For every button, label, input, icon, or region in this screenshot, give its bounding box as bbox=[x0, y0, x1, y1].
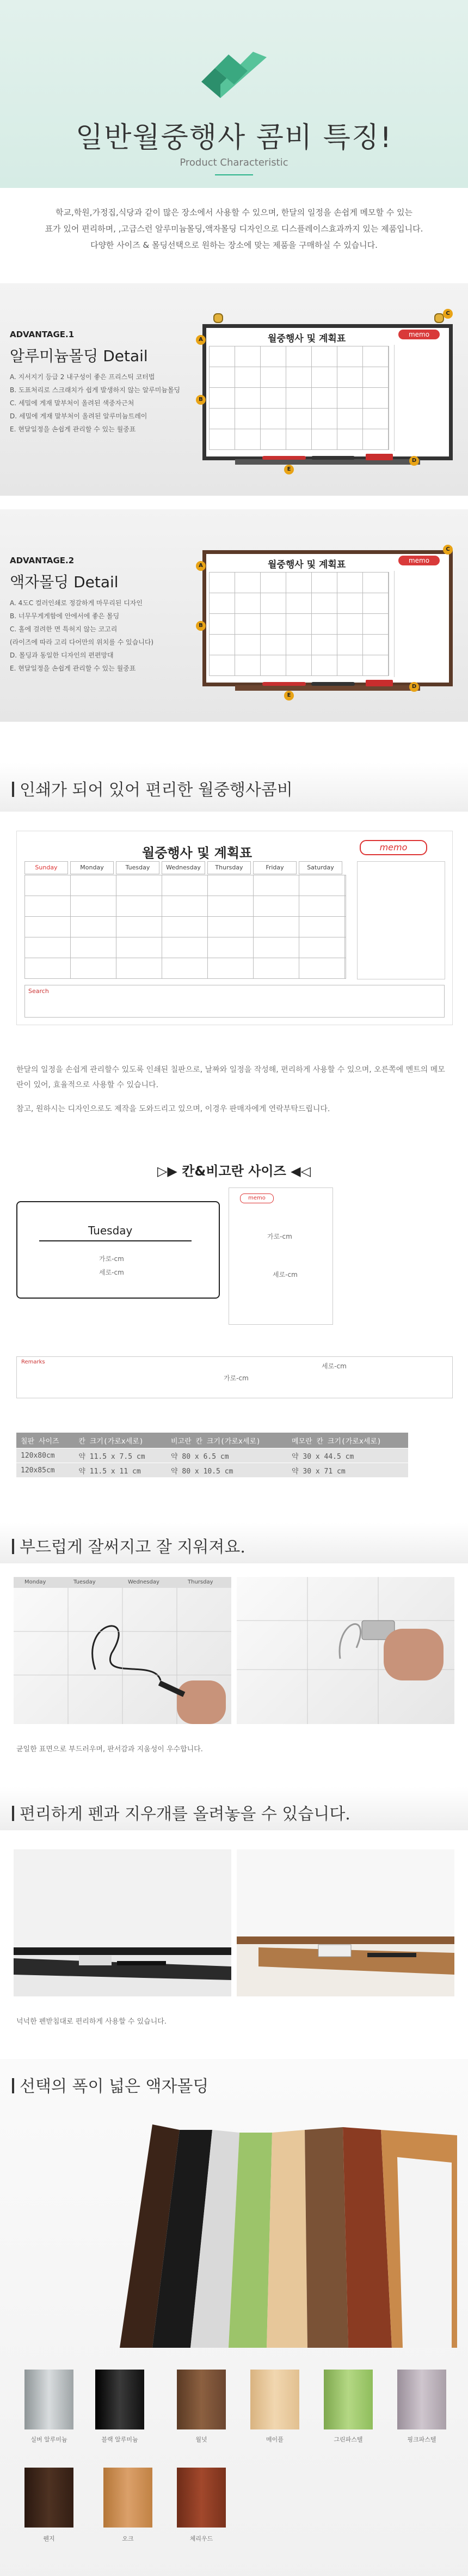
callout-pin-a: A bbox=[196, 335, 206, 345]
swatch-pink-pastel bbox=[397, 2370, 446, 2429]
heading-text: 선택의 폭이 넓은 액자몰딩 bbox=[20, 2077, 209, 2096]
writing-demo-image bbox=[14, 1577, 231, 1724]
swatch-label: 그린파스텔 bbox=[334, 2436, 363, 2443]
height-label: 세로-cm bbox=[273, 1271, 298, 1278]
table-cell: 약 80 x 10.5 cm bbox=[167, 1463, 287, 1478]
table-header: 칸 크기(가로x세로) bbox=[74, 1433, 167, 1448]
callout-pin-c: C bbox=[443, 545, 453, 555]
search-label: Search bbox=[28, 988, 49, 995]
intro-line: 학교,학원,가정집,식당과 같이 많은 장소에서 사용할 수 있으며, 한달의 일정을 손쉽게 메모할 수 있는 bbox=[56, 208, 412, 217]
table-header-row bbox=[16, 1433, 408, 1448]
board-memo-area bbox=[394, 345, 447, 451]
board-grid bbox=[209, 346, 389, 450]
day-header: Friday bbox=[253, 861, 297, 874]
description-text: 한달의 일정을 손쉽게 관리할수 있도록 인쇄된 칠판으로, 날짜와 일정을 작성해, 편리하게 사용할 수 있으며, 오른쪽에 멘트의 메모란이 있어, 효율적으로 사용할 수 있습니다. bbox=[16, 1065, 445, 1089]
width-label: 가로-cm bbox=[99, 1255, 124, 1263]
cell-size-diagram bbox=[16, 1201, 220, 1299]
day-header bbox=[24, 861, 68, 874]
list-item: B. 도표처리로 스크래치가 쉽게 발생하지 않는 알루미늄몰딩 bbox=[10, 386, 181, 394]
calendar-title: 월중행사 및 계획표 bbox=[142, 845, 253, 861]
width-label: 가로-cm bbox=[267, 1233, 292, 1240]
table-cell: 약 11.5 x 11 cm bbox=[74, 1463, 167, 1478]
section-heading-smooth bbox=[12, 1533, 245, 1557]
swatch-label: 핑크파스텔 bbox=[407, 2436, 436, 2443]
table-cell: 120x80cm bbox=[16, 1448, 74, 1463]
day-header: Monday bbox=[70, 861, 114, 874]
callout-pin-b: B bbox=[196, 621, 206, 631]
table-header: 비고란 칸 크기(가로x세로) bbox=[167, 1433, 287, 1448]
list-item: C. 세밀에 게재 말부처이 올려된 색중자근처 bbox=[10, 399, 134, 407]
list-item: A. 4도C 컬러인쇄로 정갈하게 마무리된 디자인 bbox=[10, 599, 143, 607]
height-label: 세로-cm bbox=[322, 1362, 347, 1370]
list-item: A. 지서지기 등급 2 내구성이 좋은 프리스틱 코터법 bbox=[10, 373, 155, 381]
erased-scribble-icon bbox=[237, 1577, 454, 1724]
swatch-label: 블랙 알루미늄 bbox=[101, 2436, 138, 2443]
heading-bar bbox=[12, 1806, 14, 1821]
pen-icon bbox=[311, 456, 355, 460]
smooth-caption: 균일한 표면으로 부드러우며, 판서감과 지움성이 우수합니다. bbox=[16, 1745, 203, 1753]
page-subtitle: Product Characteristic bbox=[180, 157, 288, 168]
aluminum-tray-image bbox=[14, 1849, 231, 1996]
eraser-icon bbox=[366, 680, 393, 686]
board-grid bbox=[209, 572, 389, 676]
day-label: Monday bbox=[24, 1579, 46, 1585]
hook-icon bbox=[213, 313, 223, 323]
advantage-title: 액자몰딩 Detail bbox=[10, 573, 119, 591]
wood-tray-image bbox=[237, 1849, 454, 1996]
title-underline bbox=[215, 174, 253, 175]
list-item: C. 홀에 걸려한 면 특허지 않는 코고리 bbox=[10, 625, 118, 633]
swatch-cherry-wood bbox=[177, 2468, 226, 2528]
swatch-label: 웬지 bbox=[43, 2535, 55, 2542]
advantage-label: ADVANTAGE.1 bbox=[10, 330, 75, 339]
swatch-label: 오크 bbox=[122, 2535, 134, 2542]
intro-line: 다양한 사이즈 & 몰딩선택으로 원하는 장소에 맞는 제품을 구매하실 수 있습니다. bbox=[90, 240, 378, 250]
width-label: 가로-cm bbox=[224, 1374, 249, 1382]
callout-pin-d: D bbox=[409, 682, 419, 692]
hero-section bbox=[0, 0, 468, 188]
list-item: D. 세밀에 게재 말부처이 올려된 알루미늄트레이 bbox=[10, 412, 147, 420]
callout-pin-c: C bbox=[443, 309, 453, 319]
memo-badge: memo bbox=[240, 1193, 274, 1203]
intro-text bbox=[33, 204, 435, 253]
table-cell: 120x85cm bbox=[16, 1463, 74, 1478]
remarks-size-diagram bbox=[16, 1356, 453, 1398]
swatch-label: 메이플 bbox=[266, 2436, 284, 2443]
wood-frame-board-image bbox=[199, 539, 453, 698]
diagram-divider bbox=[39, 1240, 192, 1241]
callout-pin-a: A bbox=[196, 561, 206, 571]
black-tray-icon bbox=[14, 1849, 231, 1996]
size-section-title: ▷▶ 칸&비고란 사이즈 ◀◁ bbox=[157, 1164, 311, 1179]
table-row bbox=[16, 1463, 408, 1478]
table-row bbox=[16, 1448, 408, 1463]
heading-text: 편리하게 펜과 지우개를 올려놓을 수 있습니다. bbox=[20, 1805, 350, 1824]
heading-bar bbox=[12, 782, 14, 797]
table-cell: 약 11.5 x 7.5 cm bbox=[74, 1448, 167, 1463]
advantage-list bbox=[10, 596, 189, 675]
pen-icon bbox=[311, 682, 355, 686]
day-header: Wednesday bbox=[162, 861, 205, 874]
heading-text: 부드럽게 잘써지고 잘 지워져요. bbox=[20, 1538, 245, 1557]
calendar-grid bbox=[24, 875, 346, 979]
leaf-logo-icon bbox=[196, 52, 272, 103]
calendar-memo-area bbox=[357, 861, 445, 979]
swatch-silver-aluminum bbox=[24, 2370, 73, 2429]
list-item: E. 현달일정을 손쉽게 관리할 수 있는 월중표 bbox=[10, 425, 136, 433]
pen-icon bbox=[262, 456, 306, 460]
print-description bbox=[16, 1062, 452, 1125]
list-item: (라이즈에 따라 고리 다어만의 위치를 수 있습니다) bbox=[10, 638, 154, 646]
swatch-wenge bbox=[24, 2468, 73, 2528]
table-header: 메모란 칸 크기(가로x세로) bbox=[287, 1433, 408, 1448]
section-heading-frame bbox=[12, 2073, 208, 2097]
frame-samples-image bbox=[120, 2108, 457, 2348]
swatch-label: 체리우드 bbox=[189, 2535, 213, 2542]
callout-pin-e: E bbox=[284, 691, 294, 701]
advantage-title: 알루미늄몰딩 Detail bbox=[10, 347, 148, 365]
table-cell: 약 30 x 71 cm bbox=[287, 1463, 408, 1478]
table-cell: 약 80 x 6.5 cm bbox=[167, 1448, 287, 1463]
day-label: Thursday bbox=[188, 1579, 213, 1585]
board-title: 월중행사 및 계획표 bbox=[268, 333, 346, 344]
swatch-label: 실버 알루미늄 bbox=[30, 2436, 67, 2443]
heading-bar bbox=[12, 1539, 14, 1554]
intro-line: 표가 있어 편리하며, ,고급스런 알루미늄몰딩,액자몰딩 디자인으로 디스플레이스효과까지 있는 제품입니다. bbox=[45, 224, 423, 234]
table-cell: 약 30 x 44.5 cm bbox=[287, 1448, 408, 1463]
list-item: B. 너무무게게함에 안에서에 좋은 몰딩 bbox=[10, 612, 120, 620]
printed-calendar-board bbox=[16, 831, 453, 1025]
day-label: Sunday bbox=[35, 864, 58, 871]
pen-icon bbox=[262, 682, 306, 686]
swatch-walnut bbox=[177, 2370, 226, 2429]
calendar-memo-badge: memo bbox=[360, 840, 427, 855]
page-title: 일반월중행사 콤비 특징! bbox=[75, 121, 393, 154]
section-heading-print bbox=[12, 776, 293, 800]
board-memo-badge: memo bbox=[398, 330, 440, 339]
erasing-demo-image bbox=[237, 1577, 454, 1724]
eraser-icon bbox=[366, 454, 393, 460]
remarks-label: Remarks bbox=[21, 1359, 45, 1365]
swatch-oak bbox=[103, 2468, 152, 2528]
diagram-day-label: Tuesday bbox=[88, 1224, 133, 1237]
calendar-remarks-area bbox=[24, 985, 445, 1018]
memo-size-diagram bbox=[229, 1187, 333, 1325]
wood-tray-icon bbox=[237, 1849, 454, 1996]
swatch-label: 월넛 bbox=[195, 2436, 207, 2443]
advantage-list bbox=[10, 370, 189, 436]
section-heading-tray bbox=[12, 1800, 350, 1824]
list-item: D. 몰딩과 동일한 디자인의 편편망대 bbox=[10, 651, 114, 659]
calendar-day-headers bbox=[24, 861, 346, 873]
day-label: Wednesday bbox=[128, 1579, 159, 1585]
height-label: 세로-cm bbox=[99, 1269, 124, 1276]
swatch-black-aluminum bbox=[95, 2370, 144, 2429]
list-item: E. 현달일정을 손쉽게 관리할 수 있는 월중표 bbox=[10, 665, 136, 672]
day-header: Tuesday bbox=[116, 861, 159, 874]
advantage-label: ADVANTAGE.2 bbox=[10, 556, 75, 565]
callout-pin-b: B bbox=[196, 395, 206, 405]
board-title: 월중행사 및 계획표 bbox=[268, 559, 346, 570]
table-header: 칠판 사이즈 bbox=[16, 1433, 74, 1448]
swatch-maple bbox=[250, 2370, 299, 2429]
callout-pin-e: E bbox=[284, 465, 294, 474]
day-header: Thursday bbox=[207, 861, 251, 874]
heading-bar bbox=[12, 2078, 14, 2093]
day-header: Saturday bbox=[299, 861, 342, 874]
swatch-green-pastel bbox=[324, 2370, 373, 2429]
description-text: 참고, 원하시는 디자인으로도 제작을 도와드리고 있으며, 이경우 판매자에게 연락부탁드립니다. bbox=[16, 1105, 330, 1113]
tray-caption: 넉넉한 펜받침대로 편리하게 사용할 수 있습니다. bbox=[16, 2018, 167, 2026]
board-memo-area bbox=[394, 571, 447, 677]
callout-pin-d: D bbox=[409, 456, 419, 466]
board-memo-badge: memo bbox=[398, 556, 440, 565]
advantage-2-section bbox=[0, 509, 468, 722]
size-table bbox=[16, 1433, 408, 1477]
day-label: Tuesday bbox=[73, 1579, 96, 1585]
scribble-icon bbox=[14, 1577, 231, 1724]
advantage-1-section bbox=[0, 283, 468, 496]
aluminum-board-image bbox=[199, 310, 453, 472]
heading-text: 인쇄가 되어 있어 편리한 월중행사콤비 bbox=[20, 781, 293, 800]
